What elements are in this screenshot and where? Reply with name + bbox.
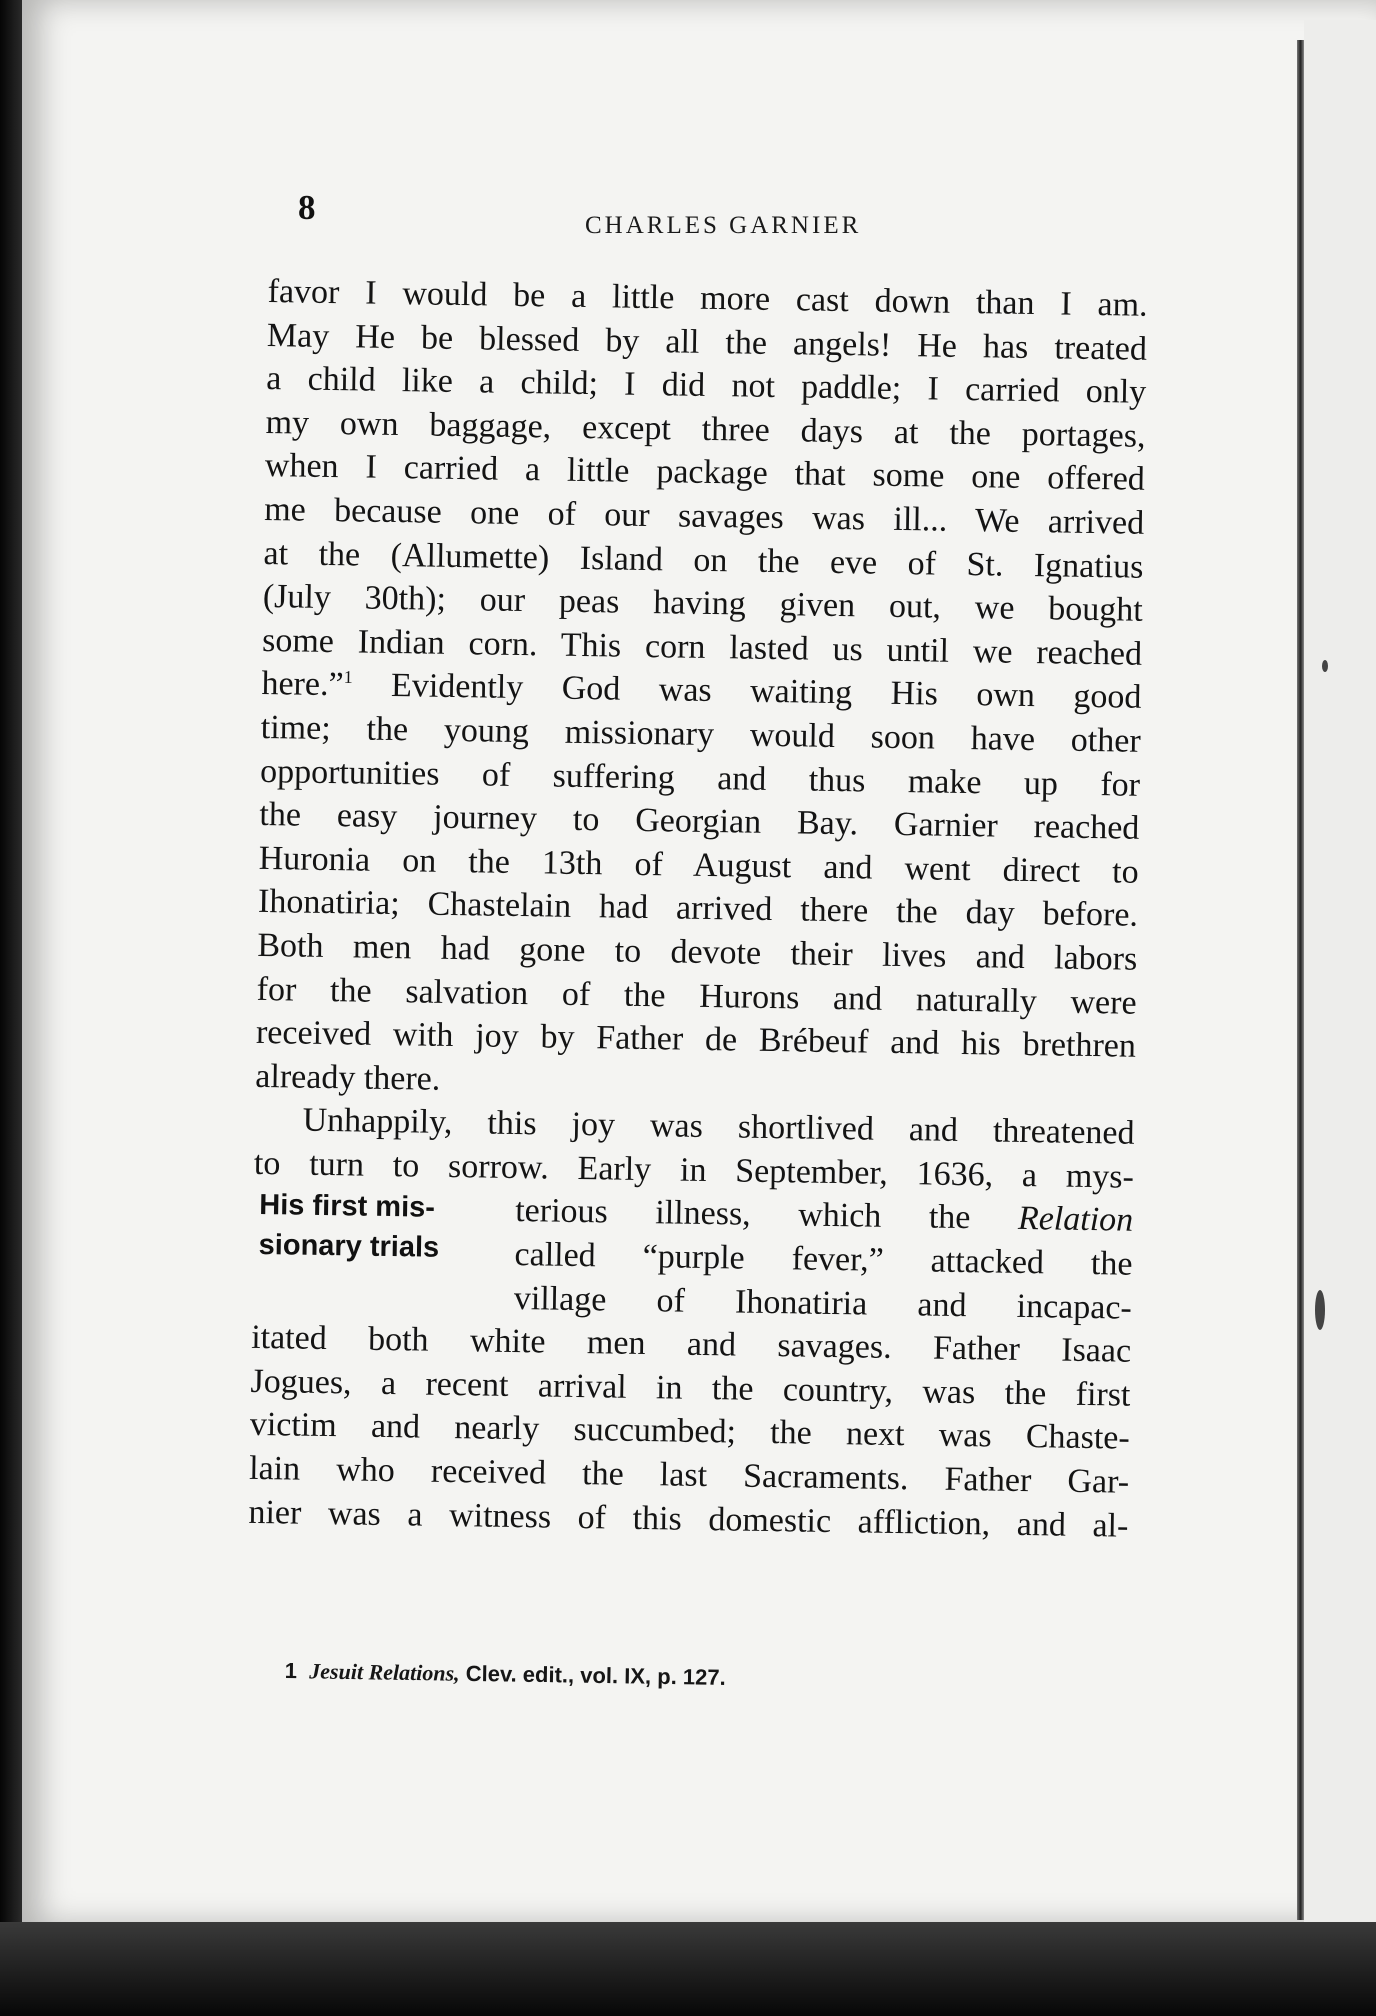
text-fragment: Evidently God was waiting His own good bbox=[352, 666, 1142, 717]
text-line: itated both white men and savages. Father Isaac bbox=[250, 1319, 1132, 1370]
text-line: when I carried a little package that some one offered bbox=[264, 447, 1146, 499]
sidenote-line: His first mis- bbox=[259, 1189, 436, 1225]
text-line: to turn to sorrow. Early in September, 1636, a mys- bbox=[253, 1144, 1135, 1196]
text-line: a child like a child; I did not paddle; I carried only bbox=[266, 360, 1147, 411]
text-line: some Indian corn. This corn lasted us until we reached bbox=[261, 621, 1143, 673]
text-line: the easy journey to Georgian Bay. Garnier reached bbox=[259, 796, 1140, 847]
text-line: opportunities of suffering and thus make up for bbox=[259, 752, 1141, 804]
scan-border-bottom bbox=[0, 1922, 1376, 2016]
footnote-number: 1 bbox=[284, 1658, 298, 1684]
text-line: (July 30th); our peas having given out, we bought bbox=[262, 578, 1144, 629]
text-line: received with joy by Father de Brébeuf and his brethren bbox=[255, 1014, 1137, 1065]
text-line: Unhappily, this joy was shortlived and threatened bbox=[302, 1101, 1135, 1152]
text-line: already there. bbox=[255, 1057, 441, 1098]
text-line: Jogues, a recent arrival in the country, was the first bbox=[250, 1362, 1131, 1414]
running-head: CHARLES GARNIER bbox=[585, 212, 862, 239]
text-line: Huronia on the 13th of August and went direct to bbox=[258, 839, 1139, 891]
italic-title: Relation bbox=[1017, 1200, 1134, 1240]
text-line: Both men had gone to devote their lives and labors bbox=[257, 926, 1138, 978]
body-text bbox=[248, 270, 1148, 1548]
text-line: my own baggage, except three days at the portages, bbox=[265, 403, 1146, 455]
scan-border-left bbox=[0, 0, 22, 2016]
marginal-sidenote bbox=[258, 1185, 489, 1269]
text-fragment: here.” bbox=[261, 665, 344, 704]
text-line: May He be blessed by all the angels! He has treated bbox=[266, 316, 1148, 368]
scan-blot bbox=[1322, 660, 1328, 672]
text-line: nier was a witness of this domestic affliction, and al- bbox=[248, 1493, 1129, 1545]
text-line: me because one of our savages was ill... We arrived bbox=[263, 490, 1145, 542]
adjacent-page-edge bbox=[1304, 20, 1376, 1924]
footnote-citation: Clev. edit., vol. IX, p. 127. bbox=[459, 1660, 726, 1690]
footnote-title: Jesuit Relations, bbox=[309, 1658, 460, 1686]
text-line: favor I would be a little more cast down than I am. bbox=[267, 272, 1148, 324]
text-line: village of Ihonatiria and incapac- bbox=[513, 1279, 1133, 1327]
text-line: lain who received the last Sacraments. Father Gar- bbox=[248, 1449, 1130, 1501]
text-fragment: terious illness, which the bbox=[514, 1192, 1019, 1238]
footnote-reference: 1 bbox=[343, 667, 353, 688]
text-line: for the salvation of the Hurons and naturally were bbox=[256, 970, 1137, 1022]
sidenote-line: sionary trials bbox=[258, 1229, 440, 1265]
text-line: called “purple fever,” attacked the bbox=[514, 1236, 1133, 1283]
text-line: Ihonatiria; Chastelain had arrived there the day before. bbox=[257, 883, 1139, 935]
scan-blot bbox=[1315, 1290, 1325, 1330]
sidenote-block bbox=[252, 1185, 1134, 1330]
text-line: victim and nearly succumbed; the next was Chaste- bbox=[249, 1406, 1131, 1458]
page-number: 8 bbox=[298, 188, 316, 227]
text-line: time; the young missionary would soon have other bbox=[260, 708, 1141, 760]
page-gutter bbox=[1297, 40, 1304, 1920]
text-line: at the (Allumette) Island on the eve of St. Ignatius bbox=[263, 534, 1144, 586]
